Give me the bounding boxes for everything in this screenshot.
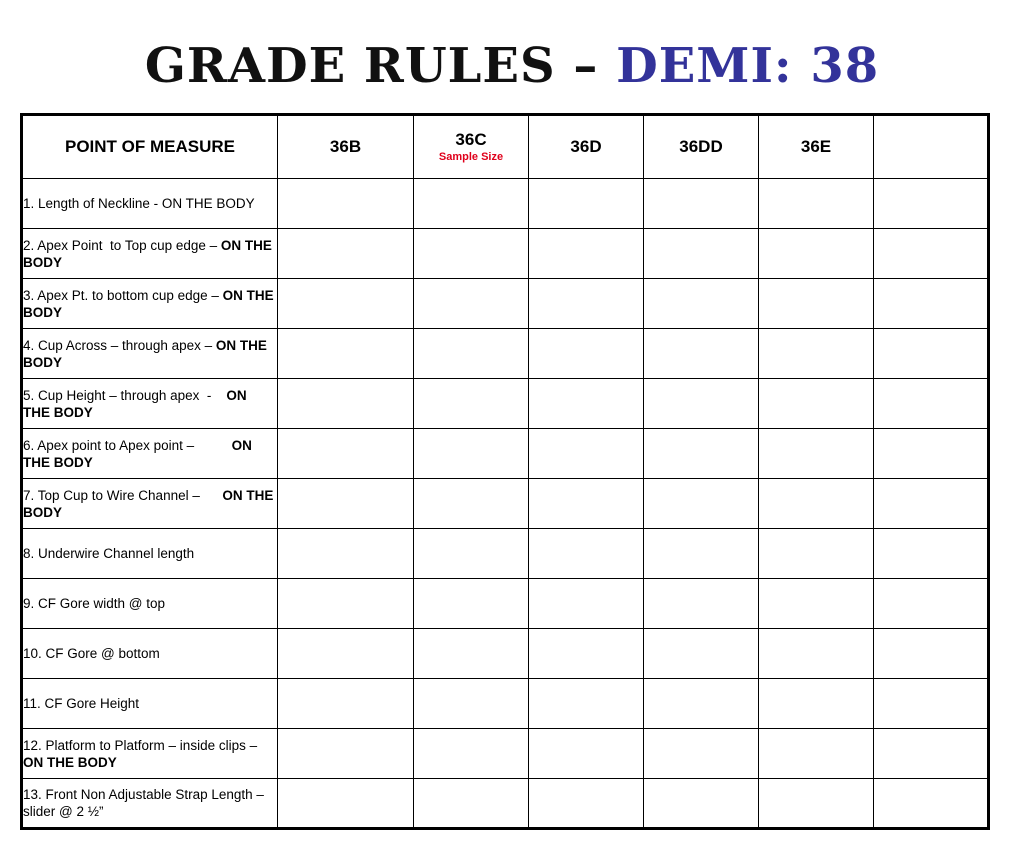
value-cell[interactable] [529, 229, 644, 279]
value-cell[interactable] [759, 579, 874, 629]
value-cell[interactable] [874, 729, 989, 779]
value-cell[interactable] [414, 479, 529, 529]
value-cell[interactable] [874, 179, 989, 229]
header-empty [874, 115, 989, 179]
measure-bold-text: ON THE BODY [23, 487, 274, 520]
grade-rules-table [20, 113, 990, 830]
value-cell[interactable] [414, 279, 529, 329]
value-cell[interactable] [529, 729, 644, 779]
point-of-measure-cell [22, 179, 278, 229]
value-cell[interactable] [414, 379, 529, 429]
value-cell[interactable] [278, 479, 414, 529]
point-of-measure-cell [22, 779, 278, 829]
value-cell[interactable] [414, 529, 529, 579]
value-cell[interactable] [278, 629, 414, 679]
value-cell[interactable] [644, 429, 759, 479]
value-cell[interactable] [644, 529, 759, 579]
value-cell[interactable] [874, 579, 989, 629]
value-cell[interactable] [874, 529, 989, 579]
value-cell[interactable] [529, 529, 644, 579]
value-cell[interactable] [278, 579, 414, 629]
measure-bold-text: ON THE BODY [23, 754, 117, 770]
table-row [22, 629, 989, 679]
point-of-measure-cell [22, 679, 278, 729]
measure-text: 10. CF Gore @ bottom [23, 646, 160, 661]
point-of-measure-cell [22, 429, 278, 479]
value-cell[interactable] [414, 629, 529, 679]
table-row [22, 679, 989, 729]
point-of-measure-cell [22, 479, 278, 529]
value-cell[interactable] [414, 179, 529, 229]
value-cell[interactable] [759, 779, 874, 829]
header-36d: 36D [529, 115, 644, 179]
value-cell[interactable] [874, 679, 989, 729]
value-cell[interactable] [278, 429, 414, 479]
table-row [22, 279, 989, 329]
value-cell[interactable] [644, 329, 759, 379]
point-of-measure-cell [22, 379, 278, 429]
value-cell[interactable] [529, 479, 644, 529]
value-cell[interactable] [529, 179, 644, 229]
value-cell[interactable] [529, 429, 644, 479]
measure-text: 2. Apex Point to Top cup edge – [23, 237, 221, 253]
value-cell[interactable] [278, 729, 414, 779]
point-of-measure-cell [22, 529, 278, 579]
point-of-measure-cell [22, 279, 278, 329]
table-row [22, 329, 989, 379]
value-cell[interactable] [874, 329, 989, 379]
measure-text: 13. Front Non Adjustable Strap Length – slider @ 2 ½” [23, 787, 268, 819]
header-point-of-measure: POINT OF MEASURE [22, 115, 278, 179]
value-cell[interactable] [278, 779, 414, 829]
value-cell[interactable] [644, 779, 759, 829]
point-of-measure-cell [22, 229, 278, 279]
value-cell[interactable] [874, 479, 989, 529]
value-cell[interactable] [529, 679, 644, 729]
value-cell[interactable] [644, 479, 759, 529]
value-cell[interactable] [529, 629, 644, 679]
table-row [22, 429, 989, 479]
value-cell[interactable] [529, 779, 644, 829]
value-cell[interactable] [759, 379, 874, 429]
value-cell[interactable] [874, 279, 989, 329]
measure-bold-text: ON THE BODY [23, 237, 272, 270]
measure-text: 6. Apex point to Apex point – [23, 437, 232, 453]
sample-size-note: Sample Size [438, 151, 504, 163]
measure-text: 1. Length of Neckline - ON THE BODY [23, 196, 255, 211]
point-of-measure-cell [22, 629, 278, 679]
measure-text: 4. Cup Across – through apex – [23, 337, 216, 353]
measure-text: 9. CF Gore width @ top [23, 596, 166, 611]
value-cell[interactable] [759, 179, 874, 229]
value-cell[interactable] [414, 579, 529, 629]
measure-text: 11. CF Gore Height [23, 696, 140, 711]
table-row [22, 529, 989, 579]
value-cell[interactable] [874, 779, 989, 829]
value-cell[interactable] [874, 629, 989, 679]
value-cell[interactable] [529, 379, 644, 429]
value-cell[interactable] [414, 229, 529, 279]
header-36c: 36C Sample Size [414, 115, 529, 179]
table-row [22, 729, 989, 779]
value-cell[interactable] [278, 329, 414, 379]
value-cell[interactable] [529, 279, 644, 329]
table-row [22, 179, 989, 229]
value-cell[interactable] [414, 429, 529, 479]
value-cell[interactable] [414, 679, 529, 729]
title-style: DEMI: 38 [616, 38, 880, 94]
point-of-measure-cell [22, 329, 278, 379]
value-cell[interactable] [874, 429, 989, 479]
value-cell[interactable] [644, 679, 759, 729]
measure-text: 5. Cup Height – through apex - [23, 387, 227, 403]
measure-bold-text: ON THE BODY [23, 387, 247, 420]
value-cell[interactable] [278, 229, 414, 279]
value-cell[interactable] [529, 579, 644, 629]
table-row [22, 379, 989, 429]
value-cell[interactable] [759, 329, 874, 379]
value-cell[interactable] [759, 479, 874, 529]
value-cell[interactable] [414, 329, 529, 379]
header-36b: 36B [278, 115, 414, 179]
value-cell[interactable] [644, 279, 759, 329]
measure-text: 7. Top Cup to Wire Channel – [23, 487, 223, 503]
title-main: GRADE RULES – [144, 38, 617, 94]
value-cell[interactable] [278, 179, 414, 229]
value-cell[interactable] [759, 629, 874, 679]
measure-text: 3. Apex Pt. to bottom cup edge – [23, 287, 223, 303]
value-cell[interactable] [759, 679, 874, 729]
value-cell[interactable] [759, 279, 874, 329]
value-cell[interactable] [644, 629, 759, 679]
value-cell[interactable] [414, 729, 529, 779]
value-cell[interactable] [759, 429, 874, 479]
value-cell[interactable] [759, 529, 874, 579]
measure-text: 12. Platform to Platform – inside clips – [23, 737, 261, 753]
value-cell[interactable] [278, 379, 414, 429]
table-row [22, 479, 989, 529]
value-cell[interactable] [278, 679, 414, 729]
measure-bold-text: ON THE BODY [23, 337, 267, 370]
value-cell[interactable] [874, 379, 989, 429]
header-36e: 36E [759, 115, 874, 179]
value-cell[interactable] [759, 229, 874, 279]
header-36dd: 36DD [644, 115, 759, 179]
value-cell[interactable] [874, 229, 989, 279]
measure-bold-text: ON THE BODY [23, 287, 274, 320]
value-cell[interactable] [278, 529, 414, 579]
point-of-measure-cell [22, 579, 278, 629]
value-cell[interactable] [759, 729, 874, 779]
table-row [22, 229, 989, 279]
table-row [22, 579, 989, 629]
value-cell[interactable] [644, 379, 759, 429]
table-row [22, 779, 989, 829]
measure-bold-text: ON THE BODY [23, 437, 252, 470]
measure-text: 8. Underwire Channel length [23, 546, 195, 561]
value-cell[interactable] [644, 179, 759, 229]
value-cell[interactable] [644, 729, 759, 779]
value-cell[interactable] [278, 279, 414, 329]
value-cell[interactable] [644, 579, 759, 629]
header-row [22, 115, 989, 179]
value-cell[interactable] [529, 329, 644, 379]
page-title [0, 36, 1024, 96]
value-cell[interactable] [644, 229, 759, 279]
value-cell[interactable] [414, 779, 529, 829]
point-of-measure-cell [22, 729, 278, 779]
